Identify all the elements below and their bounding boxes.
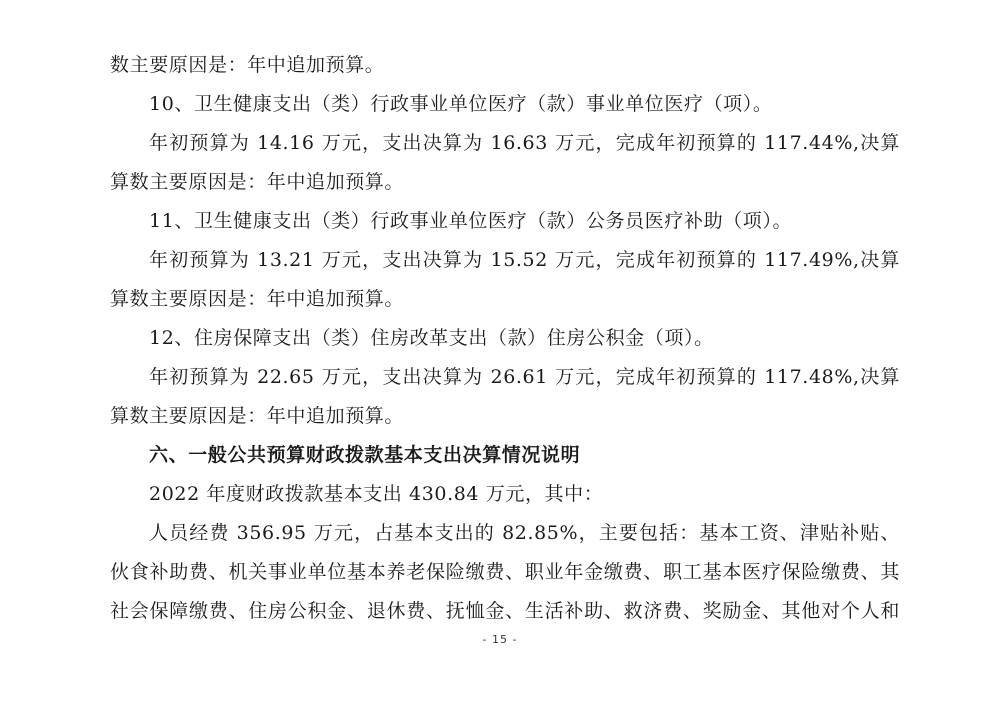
paragraph-line: 算数主要原因是：年中追加预算。 (110, 405, 405, 427)
paragraph-line: 年初预算为 22.65 万元，支出决算为 26.61 万元，完成年初预算的 117.48%,决算 (149, 366, 900, 388)
paragraph-line: 2022 年度财政拨款基本支出 430.84 万元，其中： (149, 483, 604, 505)
section-heading: 六、一般公共预算财政拨款基本支出决算情况说明 (149, 444, 581, 466)
item-heading-11: 11、卫生健康支出（类）行政事业单位医疗（款）公务员医疗补助（项）。 (149, 210, 793, 232)
item-heading-12: 12、住房保障支出（类）住房改革支出（款）住房公积金（项）。 (149, 327, 714, 349)
paragraph-line: 年初预算为 13.21 万元，支出决算为 15.52 万元，完成年初预算的 117.49%,决算 (149, 249, 900, 271)
page-number: - 15 - (482, 633, 518, 646)
paragraph-line: 算数主要原因是：年中追加预算。 (110, 171, 405, 193)
paragraph-line: 年初预算为 14.16 万元，支出决算为 16.63 万元，完成年初预算的 117.44%,决算 (149, 132, 900, 154)
paragraph-line: 算数主要原因是：年中追加预算。 (110, 288, 405, 310)
paragraph-line: 伙食补助费、机关事业单位基本养老保险缴费、职业年金缴费、职工基本医疗保险缴费、其 (110, 561, 900, 583)
paragraph-line: 社会保障缴费、住房公积金、退休费、抚恤金、生活补助、救济费、奖励金、其他对个人和 (110, 600, 900, 622)
paragraph-line: 人员经费 356.95 万元，占基本支出的 82.85%，主要包括：基本工资、津贴补贴、 (149, 522, 900, 544)
item-heading-10: 10、卫生健康支出（类）行政事业单位医疗（款）事业单位医疗（项）。 (149, 93, 773, 115)
text-line-continuation: 数主要原因是：年中追加预算。 (110, 54, 385, 76)
